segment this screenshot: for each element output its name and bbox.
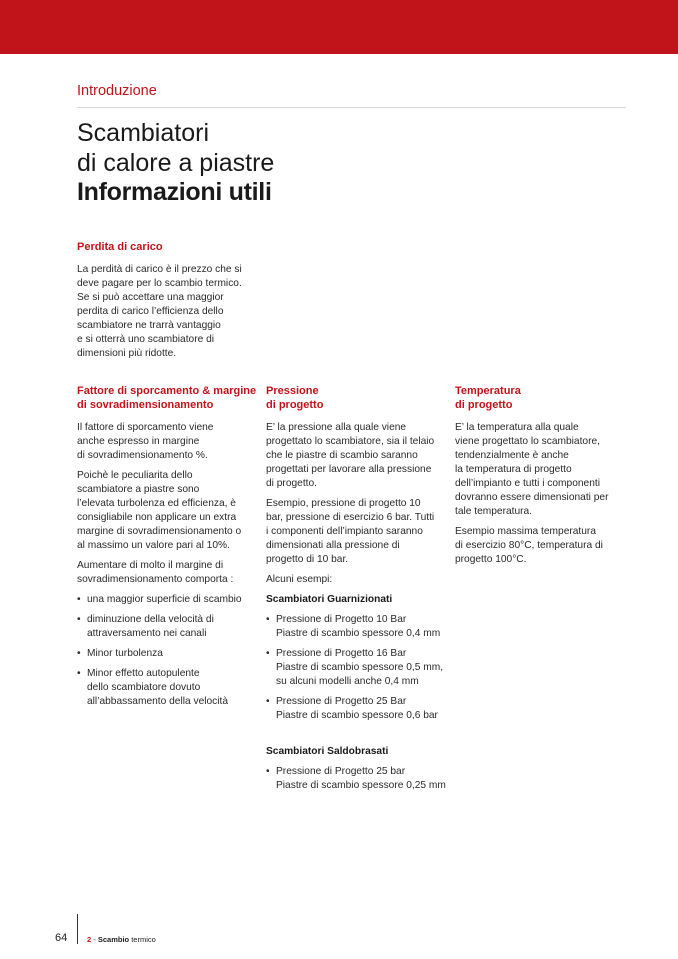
text-line: • una maggior superficie di scambio [87,594,242,605]
text-line: progettato lo scambiatore, sia il telaio [266,436,435,447]
text-line: consigliabile non applicare un extra [77,512,237,523]
section-title: Introduzione [77,83,157,99]
guarnizionati-list [266,613,451,723]
chapter-title-bold: Scambio [97,935,130,944]
saldobrasati-list [266,765,451,793]
text-line: bar, pressione di esercizio 6 bar. Tutti [266,512,435,523]
text-line: Aumentare di molto il margine di [77,560,224,571]
list-item [77,647,257,661]
text-line: Il fattore di sporcamento viene [77,422,214,433]
text-line: che le piastre di scambio saranno [266,450,418,461]
text-line: su alcuni modelli anche 0,4 mm [276,676,419,687]
text-line: i componenti dell’impianto saranno [266,526,423,537]
pressione-heading-line-1: Pressione [266,385,319,397]
temperatura-heading-line-1: Temperatura [455,385,521,397]
text-line: Poichè le peculiarita dello [77,470,193,481]
title-line-2: di calore a piastre [77,148,275,177]
fattore-p1 [77,421,257,463]
fattore-heading-line-2: di sovradimensionamento [77,399,214,411]
fattore-p3 [77,559,257,587]
text-line: al massimo un valore pari al 10%. [77,540,230,551]
text-line: dell’impianto e tutti i componenti [455,478,600,489]
fattore-p2 [77,469,257,553]
text-line: E’ la temperatura alla quale [455,422,579,433]
list-item [266,613,451,641]
perdita-line: scambiatore ne trarrà vantaggio [77,320,221,331]
text-line: scambiatore a piastre sono [77,484,200,495]
text-line: • Minor turbolenza [87,648,163,659]
text-line: viene progettato lo scambiatore, [455,436,600,447]
list-item [77,667,257,709]
text-line: E’ la pressione alla quale viene [266,422,407,433]
text-line: Esempio massima temperatura [455,526,596,537]
text-line: Piastre di scambio spessore 0,25 mm [276,780,446,791]
fattore-heading-line-1: Fattore di sporcamento & margine [77,385,257,397]
pressione-p2 [266,497,451,567]
text-line: margine di sovradimensionamento o [77,526,242,537]
text-line: tendenzialmente è anche [455,450,569,461]
perdita-line: dimensioni più ridotte. [77,348,177,359]
temperatura-text [455,421,630,573]
text-line: Piastre di scambio spessore 0,6 bar [276,710,438,721]
text-line: • Pressione di Progetto 25 Bar [276,696,407,707]
guarnizionati-title: Scambiatori Guarnizionati [266,594,393,605]
text-line: • Pressione di Progetto 16 Bar [276,648,407,659]
text-line: dello scambiatore dovuto [87,682,201,693]
text-line: progettati per lavorare alla pressione [266,464,432,475]
chapter-title-rest: termico [131,935,156,944]
text-line: Piastre di scambio spessore 0,5 mm, [276,662,444,673]
pressione-p1 [266,421,451,491]
temperatura-heading-line-2: di progetto [455,399,513,411]
perdita-text [77,263,277,361]
pressione-heading-line-2: di progetto [266,399,324,411]
text-line: • diminuzione della velocità di [87,614,214,625]
perdita-line: La perdità di carico è il prezzo che si [77,264,242,275]
text-line: progetto 100°C. [455,554,527,565]
perdita-line: deve pagare per lo scambio termico. [77,278,242,289]
perdita-line: Se si può accettare una maggior [77,292,224,303]
text-line: l’elevata turbolenza ed efficienza, è [77,498,236,509]
text-line: tale temperatura. [455,506,533,517]
top-red-bar [0,0,678,54]
list-item [266,765,451,793]
text-line: Piastre di scambio spessore 0,4 mm [276,628,441,639]
temperatura-heading [455,384,521,412]
text-line: anche espresso in margine [77,436,200,447]
page-title [77,119,274,208]
saldobrasati-title: Scambiatori Saldobrasati [266,746,389,757]
temperatura-p1 [455,421,630,519]
title-line-1: Scambiatori [77,119,209,147]
text-line: la temperatura di progetto [455,464,572,475]
perdita-line: perdita di carico l’efficienza dello [77,306,224,317]
pressione-heading [266,384,323,412]
footer-chapter [87,935,156,944]
list-item [266,695,451,723]
text-line: all’abbassamento della velocità [87,696,229,707]
text-line: • Minor effetto autopulente [87,668,200,679]
text-line: di progetto. [266,478,317,489]
chapter-number: 2 [87,935,92,944]
footer-divider [77,914,78,944]
pressione-text [266,421,451,729]
text-line: di sovradimensionamento %. [77,450,208,461]
temperatura-p2 [455,525,630,567]
page-number: 64 [55,932,68,944]
list-item [266,647,451,689]
text-line: • Pressione di Progetto 10 Bar [276,614,407,625]
text-line: progetto di 10 bar. [266,554,349,565]
title-line-3: Informazioni utili [77,178,272,206]
text-line: dimensionati alla pressione di [266,540,400,551]
list-item [77,593,257,607]
pressione-p3: Alcuni esempi: [266,574,333,585]
perdita-line: e si otterrà uno scambiatore di [77,334,215,345]
text-line: di esercizio 80°C, temperatura di [455,540,603,551]
saldobrasati-block [266,745,451,799]
text-line: Esempio, pressione di progetto 10 [266,498,421,509]
fattore-heading [77,384,256,412]
chapter-separator: - [93,935,96,944]
text-line: dovranno essere dimensionati per [455,492,609,503]
fattore-bullet-list [77,593,257,709]
list-item [77,613,257,641]
text-line: sovradimensionamento comporta : [77,574,234,585]
text-line: • Pressione di Progetto 25 bar [276,766,406,777]
header-divider [77,107,626,108]
fattore-text [77,421,257,715]
text-line: attraversamento nei canali [87,628,207,639]
perdita-heading: Perdita di carico [77,241,163,253]
